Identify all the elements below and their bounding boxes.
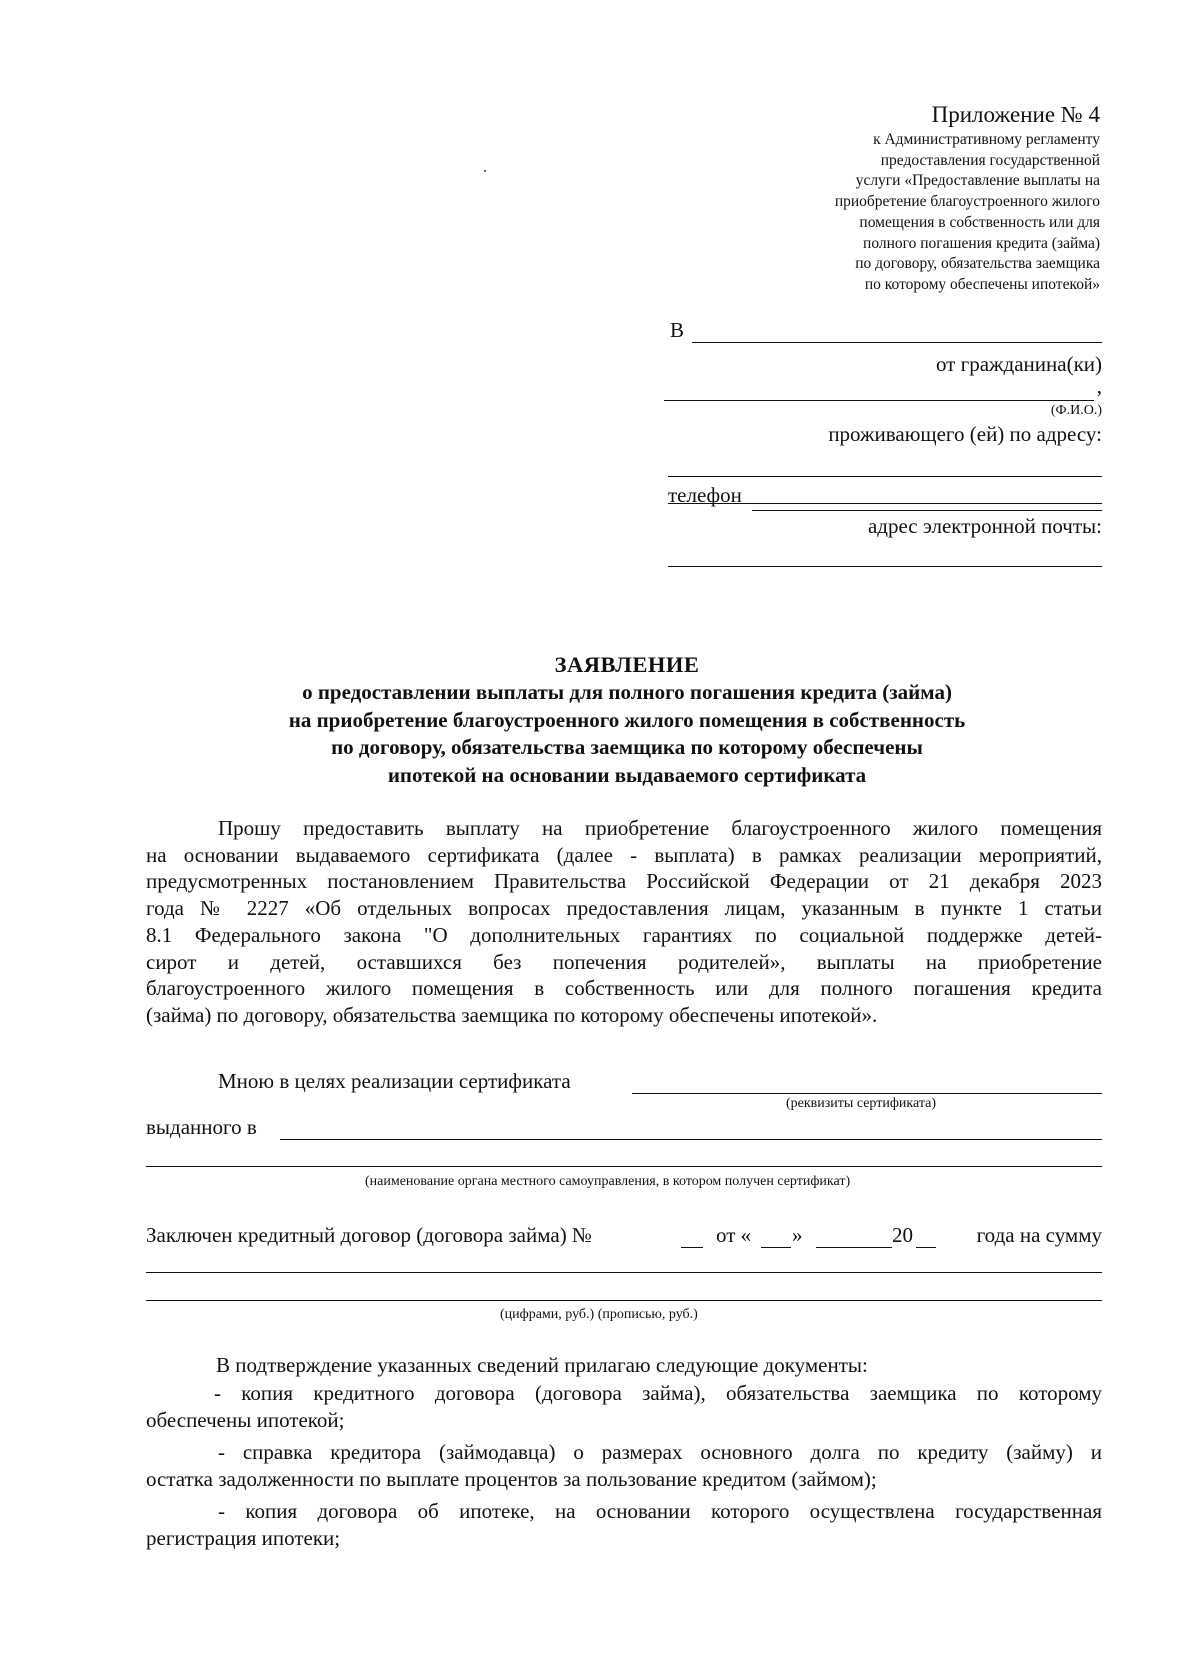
email-label: адрес электронной почты: (867, 514, 1102, 538)
email-field-line[interactable] (668, 566, 1102, 567)
document-item-first-line: - копия договора об ипотеке, на основании которого осуществлена государственная (218, 1498, 1102, 1523)
loan-amount-line-1[interactable] (146, 1272, 1102, 1273)
appendix-reference (770, 130, 1100, 296)
appendix-line: помещения в собственность или для (859, 213, 1100, 231)
certificate-caption: (реквизиты сертификата) (786, 1096, 937, 1111)
paragraph-line: на основании выдаваемого сертификата (далее - выплата) в рамках реализации мероприятий, (146, 842, 1102, 867)
address-field-line-1[interactable] (668, 476, 1102, 477)
loan-amount-line-2[interactable] (146, 1300, 1102, 1301)
statement-heading: ЗАЯВЛЕНИЕ (554, 652, 700, 677)
recipient-field-line[interactable] (692, 342, 1102, 343)
phone-field-line[interactable] (752, 510, 1102, 511)
appendix-line: по договору, обязательства заемщика (855, 255, 1100, 273)
statement-subtitle-line: по договору, обязательства заемщика по которому обеспечены (331, 735, 923, 759)
document-item-first-line: - копия кредитного договора (договора займа), обязательства заемщика по которому (214, 1380, 1102, 1405)
paragraph-line: (займа) по договору, обязательства заемщика по которому обеспечены ипотекой». (146, 1002, 878, 1027)
fio-caption: (Ф.И.О.) (1050, 403, 1102, 418)
appendix-block (770, 100, 1100, 296)
to-prefix: В (670, 318, 685, 342)
paragraph-line: предусмотренных постановлением Правительства Российской Федерации от 21 декабря 2023 (146, 869, 1102, 894)
statement-subtitle-line: о предоставлении выплаты для полного погашения кредита (займа) (302, 680, 952, 704)
fio-field-line[interactable] (664, 400, 1094, 401)
loan-amount-label: года на сумму (976, 1223, 1102, 1247)
appendix-line: предоставления государственной (880, 151, 1100, 169)
issued-caption: (наименование органа местного самоуправления, в котором получен сертификат) (365, 1174, 851, 1189)
paragraph-line: 8.1 Федерального закона "О дополнительных гарантиях по социальной поддержке детей- (146, 922, 1102, 947)
appendix-line: услуги «Предоставление выплаты на (855, 172, 1100, 190)
certificate-field-line[interactable] (632, 1093, 1102, 1094)
residing-label: проживающего (ей) по адресу: (828, 422, 1102, 446)
document-item-first-line: - справка кредитора (займодавца) о размерах основного долга по кредиту (займу) и (218, 1439, 1102, 1464)
certificate-label: Мною в целях реализации сертификата (218, 1069, 571, 1093)
document-item-continuation: регистрация ипотеки; (146, 1526, 341, 1550)
addressee-block (664, 318, 1102, 588)
phone-label: телефон (668, 483, 742, 507)
fio-comma: , (1096, 374, 1102, 398)
loan-year-prefix: 20 (892, 1223, 913, 1247)
loan-from-label: от « (716, 1223, 752, 1247)
issued-field-line[interactable] (280, 1139, 1102, 1140)
issued-label: выданного в (146, 1115, 257, 1139)
appendix-line: по которому обеспечены ипотекой» (864, 275, 1100, 293)
appendix-title: Приложение № 4 (931, 102, 1100, 127)
appendix-line: приобретение благоустроенного жилого (834, 193, 1100, 211)
loan-close-quote: » (792, 1223, 803, 1247)
scan-speck (484, 170, 486, 172)
paragraph-line: сирот и детей, оставшихся без попечения родителей», выплаты на приобретение (146, 949, 1102, 974)
request-paragraph (146, 815, 1102, 1029)
from-citizen-label: от гражданина(ки) (935, 352, 1102, 376)
issued-field-line-2[interactable] (146, 1166, 1102, 1167)
paragraph-line: года № 2227 «Об отдельных вопросах предоставления лицам, указанным в пункте 1 статьи (146, 896, 1102, 921)
document-item-continuation: обеспечены ипотекой; (146, 1408, 345, 1432)
statement-subtitle-line: на приобретение благоустроенного жилого помещения в собственность (288, 707, 966, 732)
loan-number-field[interactable] (681, 1247, 703, 1248)
loan-day-field[interactable] (761, 1247, 791, 1248)
appendix-line: полного погашения кредита (займа) (863, 234, 1100, 252)
loan-text: Заключен кредитный договор (договора займа) № (146, 1223, 592, 1247)
loan-month-field[interactable] (816, 1247, 892, 1248)
paragraph-line: Прошу предоставить выплату на приобретение благоустроенного жилого помещения (218, 816, 1102, 840)
statement-subtitle-line: ипотекой на основании выдаваемого сертификата (387, 762, 867, 787)
statement-title (0, 651, 1200, 789)
paragraph-line: благоустроенного жилого помещения в собственность или для полного погашения кредита (146, 976, 1102, 1001)
loan-year-field[interactable] (916, 1247, 936, 1248)
documents-intro: В подтверждение указанных сведений прилагаю следующие документы: (216, 1353, 868, 1377)
document-item-continuation: остатка задолженности по выплате процентов за пользование кредитом (займом); (146, 1467, 877, 1491)
loan-amount-caption: (цифрами, руб.) (прописью, руб.) (500, 1307, 698, 1322)
appendix-line: к Административному регламенту (873, 131, 1100, 148)
attached-documents (146, 1352, 1102, 1553)
